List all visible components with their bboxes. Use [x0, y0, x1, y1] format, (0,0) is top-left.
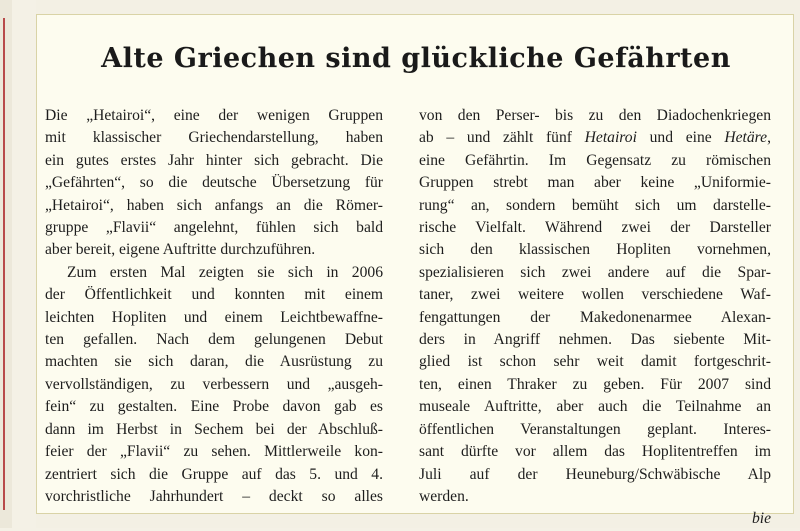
text-line: ein gutes erstes Jahr hinter sich gebracht. Die	[45, 151, 383, 169]
text-line: museale Auftritte, aber auch die Teilnahme an	[419, 398, 771, 416]
page-edge	[0, 0, 12, 528]
text-line: dann im Herbst in Sechem bei der Abschluß-	[45, 420, 383, 438]
text-line: von den Perser- bis zu den Diadochenkriegen	[419, 107, 771, 124]
text-line: eine Gefährtin. Im Gegensatz zu römischen	[419, 151, 771, 169]
text-line: rung“ an, sondern bemüht sich um darstelle-	[419, 196, 771, 214]
text-line: Die „Hetairoi“, eine der wenigen Gruppen	[45, 107, 383, 124]
text-line: der Öffentlichkeit und konnten mit einem	[45, 286, 383, 304]
text-line: aber bereit, eigene Auftritte durchzuführen.	[45, 241, 316, 259]
italic-term-hetairoi: Hetairoi	[584, 129, 637, 147]
text-line: sant dürfte vor allem das Hoplitentreffen im	[419, 443, 771, 461]
right-column	[419, 105, 771, 531]
text-line: mit klassischer Griechendarstellung, haben	[45, 129, 383, 147]
text-line: Zum ersten Mal zeigten sie sich in 2006	[67, 263, 383, 281]
text-line-mixed	[419, 127, 771, 149]
text-line: „Gefährten“, so die deutsche Übersetzung für	[45, 174, 383, 192]
text-line: gruppe „Flavii“ angelehnt, fühlen sich bald	[45, 219, 383, 237]
article-box	[36, 14, 794, 528]
text-line: fein“ zu gestalten. Eine Probe davon gab es	[45, 398, 383, 416]
text-line: öffentlichen Veranstaltungen geplant. Interes-	[419, 420, 771, 438]
text-fragment: und eine	[636, 129, 725, 147]
text-line: machten sie sich daran, die Ausrüstung zu	[45, 353, 383, 371]
text-line: vorchristliche Jahrhundert – deckt so alles	[45, 487, 383, 505]
author-signature: bie	[751, 510, 771, 528]
text-line: zentriert sich die Gruppe auf das 5. und 4.	[45, 465, 383, 483]
text-line: ten, einen Thraker zu geben. Für 2007 sind	[419, 375, 771, 393]
text-line: ten gefallen. Nach dem gelungenen Debut	[45, 331, 383, 349]
text-line: taner, zwei weitere wollen verschiedene Waf-	[419, 286, 771, 304]
text-line: sich den klassischen Hopliten vornehmen,	[419, 241, 771, 259]
text-line: vervollständigen, zu verbessern und „ausgeh-	[45, 375, 383, 393]
text-line: leichten Hopliten und einem Leichtbewaffne-	[45, 308, 383, 326]
text-line: feier der „Flavii“ zu sehen. Mittlerweile kon-	[45, 443, 383, 461]
text-line: glied ist schon sehr weit damit fortgeschrit-	[419, 353, 771, 371]
text-line: „Hetairoi“, haben sich anfangs an die Römer-	[45, 196, 383, 214]
text-line: ders in Angriff nehmen. Das siebente Mit-	[419, 331, 771, 349]
text-line: werden.	[419, 487, 469, 505]
left-column	[45, 105, 383, 508]
article-title: Alte Griechen sind glückliche Gefährten	[101, 43, 731, 74]
page	[36, 0, 800, 528]
text-line: rische Vielfalt. Während zwei der Darsteller	[419, 219, 771, 237]
text-line: fengattungen der Makedonenarmee Alexan-	[419, 308, 771, 326]
text-fragment: ,	[767, 129, 771, 147]
text-line: Juli auf der Heuneburg/Schwäbische Alp	[419, 465, 771, 483]
text-line: Gruppen strebt man aber keine „Uniformie-	[419, 174, 771, 192]
margin-rule	[3, 18, 5, 510]
italic-term-hetaere: Hetäre	[724, 129, 768, 147]
text-fragment: ab – und zählt fünf	[419, 129, 585, 147]
text-line: spezialisieren sich zwei andere auf die Spar-	[419, 263, 771, 281]
